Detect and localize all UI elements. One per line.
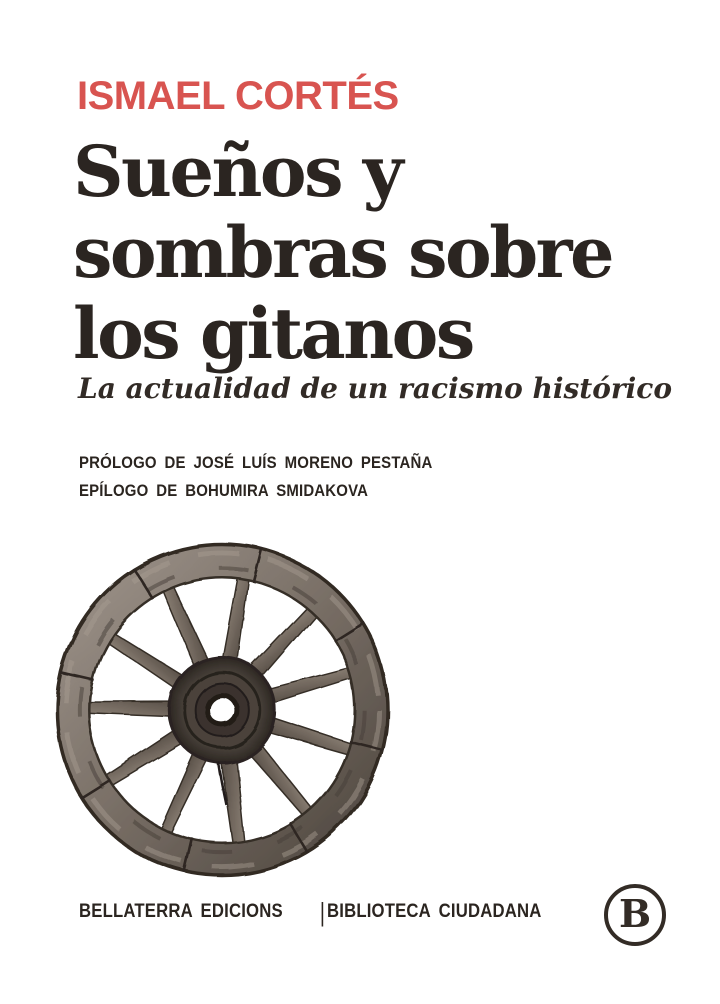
circled-b-logo (604, 884, 666, 946)
publisher-name: BELLATERRA EDICIONS (79, 901, 283, 922)
wagon-wheel-image (53, 541, 391, 879)
prologue-credit: PRÓLOGO DE JOSÉ LUÍS MORENO PESTAÑA (79, 453, 433, 472)
book-subtitle: La actualidad de un racismo histórico (78, 372, 673, 405)
publisher-footer (79, 897, 571, 927)
publisher-logo-letter: B (618, 891, 652, 936)
credits-block (79, 449, 481, 505)
collection-name: BIBLIOTECA CIUDADANA (327, 901, 542, 922)
book-title-line-2: sombras sobre (73, 211, 613, 294)
epilogue-credit: EPÍLOGO DE BOHUMIRA SMIDAKOVA (79, 481, 369, 500)
book-title-line-1: Sueños y (73, 130, 402, 213)
publisher-separator: | (319, 896, 325, 927)
book-title (73, 131, 612, 374)
book-author-label: ISMAEL CORTÉS (77, 74, 399, 118)
book-title-line-3: los gitanos (73, 292, 473, 375)
